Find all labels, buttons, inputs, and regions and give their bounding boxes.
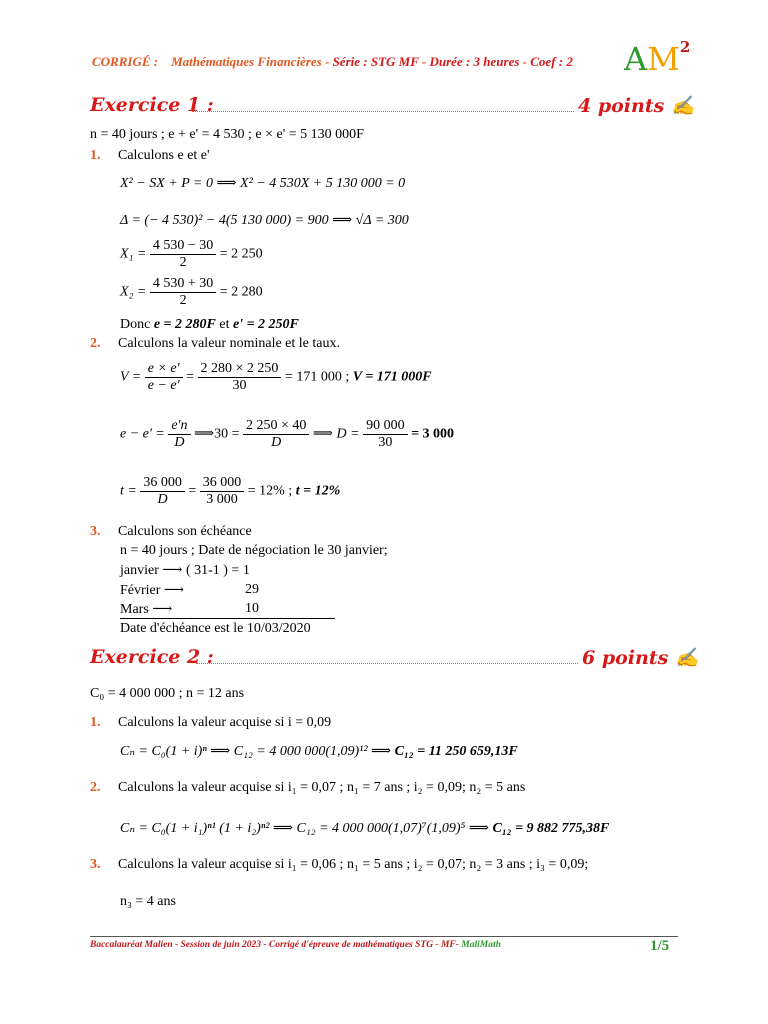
ex1-q1-conclusion: Donc e = 2 280F et e' = 2 250F xyxy=(120,317,299,332)
header-corrige: CORRIGÉ : xyxy=(92,54,159,69)
pencil-icon: ✍ xyxy=(670,95,695,117)
ex1-q3-february: Février ⟶ xyxy=(120,583,184,598)
footer-brand: MaliMath xyxy=(461,940,501,950)
header-serie: Série : STG MF xyxy=(332,54,419,69)
header-subject: Mathématiques Financières xyxy=(171,54,322,69)
ex1-question-3: 3. Calculons son échéance xyxy=(90,524,252,539)
page-number: 1/5 xyxy=(650,938,670,954)
ex1-question-2: 2. Calculons la valeur nominale et le taux. xyxy=(90,336,340,351)
header-coef: Coef : 2 xyxy=(530,54,573,69)
exercise-2-title: Exercice 2 : xyxy=(90,646,214,668)
exercise-2-points: 6 points ✍ xyxy=(582,647,699,669)
ex1-question-1: 1. Calculons e et e' xyxy=(90,148,210,163)
ex1-q1-x1: X₁ = $\frac{4 530 - 30}{2}$ = 2 250 xyxy=(120,238,263,270)
exercise-1-title: Exercice 1 : xyxy=(90,94,214,116)
ex1-q3-march: Mars ⟶ xyxy=(120,602,173,617)
ex2-question-3: 3. Calculons la valeur acquise si i₁ = 0,06 ; n₁ = 5 ans ; i₂ = 0,07; n₂ = 3 ans ; i₃ = 0,09; xyxy=(90,857,589,872)
ex2-q3-line2: n₃ = 4 ans xyxy=(120,894,176,909)
ex1-q1-x2: X₂ = $\frac{4 530 + 30}{2}$ = 2 280 xyxy=(120,276,263,308)
ex1-q3-maturity-date: Date d'échéance est le 10/03/2020 xyxy=(120,621,311,636)
ex1-q2-rate: t = $\frac{36 000}{D}$ = $\frac{36 000}{3 000}$ = 12% ; t = 12% xyxy=(120,475,341,507)
ex1-q2-nominal: V = $\frac{e \times e'}{e - e'}$ = $\frac{2 280 \times 2 250}{30}$ = 171 000 ; V = 171 000F xyxy=(120,361,432,393)
pencil-icon: ✍ xyxy=(674,647,699,669)
sum-rule xyxy=(120,618,335,619)
ex2-question-2: 2. Calculons la valeur acquise si i₁ = 0,07 ; n₁ = 7 ans ; i₂ = 0,09; n₂ = 5 ans xyxy=(90,780,526,795)
document-header: CORRIGÉ : Mathématiques Financières - Série : STG MF - Durée : 3 heures - Coef : 2 xyxy=(92,54,573,69)
ex2-q1-equation: Cₙ = C₀(1 + i)ⁿ ⟹ C₁₂ = 4 000 000(1,09)¹² ⟹ C₁₂ = 11 250 659,13F xyxy=(120,744,518,759)
logo-letter-a: A xyxy=(624,40,648,78)
ex1-q3-march-value: 10 xyxy=(245,601,259,616)
ex1-q2-duration: e − e' = $\frac{e'n}{D}$ ⟹30 = $\frac{2 250 \times 40}{D}$ ⟹ D = $\frac{90 000}{30}$ = 3 000 xyxy=(120,418,455,450)
ex1-q1-equation-2: Δ = (− 4 530)² − 4(5 130 000) = 900 ⟹ √Δ = 300 xyxy=(120,213,409,228)
exercise-1-points: 4 points ✍ xyxy=(578,95,695,117)
ex2-question-1: 1. Calculons la valeur acquise si i = 0,09 xyxy=(90,715,332,730)
ex2-given: C₀ = 4 000 000 ; n = 12 ans xyxy=(90,686,245,701)
am2-logo xyxy=(624,38,690,78)
logo-superscript: 2 xyxy=(679,38,691,56)
ex1-given: n = 40 jours ; e + e' = 4 530 ; e × e' = 5 130 000F xyxy=(90,127,364,142)
ex1-q3-line1: n = 40 jours ; Date de négociation le 30 janvier; xyxy=(120,543,388,558)
footer-rule xyxy=(90,936,678,937)
ex2-q2-equation: Cₙ = C₀(1 + i₁)ⁿ¹ (1 + i₂)ⁿ² ⟹ C₁₂ = 4 000 000(1,07)⁷(1,09)⁵ ⟹ C₁₂ = 9 882 775,38F xyxy=(120,821,610,836)
header-duree: Durée : 3 heures xyxy=(429,54,520,69)
exercise-2-leader-dots xyxy=(196,662,578,664)
logo-letter-m: M xyxy=(647,40,680,78)
ex1-q3-february-value: 29 xyxy=(245,582,259,597)
ex1-q3-january: janvier ⟶ ( 31-1 ) = 1 xyxy=(120,563,250,578)
footer-text: Baccalauréat Malien - Session de juin 2023 - Corrigé d'épreuve de mathématiques STG - MF- MaliMath xyxy=(90,940,501,950)
ex1-q1-equation-1: X² − SX + P = 0 ⟹ X² − 4 530X + 5 130 000 = 0 xyxy=(120,176,406,191)
exercise-1-leader-dots xyxy=(192,110,574,112)
